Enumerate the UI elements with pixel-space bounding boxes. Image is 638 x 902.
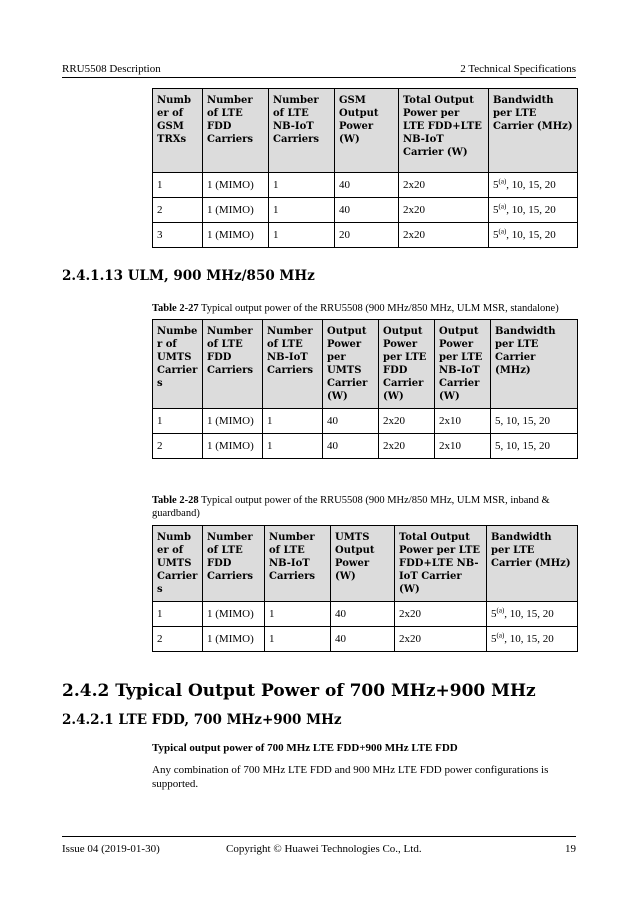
table-row <box>153 173 578 198</box>
section-heading-2-4-2: 2.4.2 Typical Output Power of 700 MHz+900 MHz <box>62 681 536 701</box>
table-cell: 40 <box>335 173 399 198</box>
table-cell: 1 (MIMO) <box>203 198 269 223</box>
table-cell: 2 <box>153 434 203 459</box>
table-cell: 1 <box>269 173 335 198</box>
table-cell: 40 <box>331 627 395 652</box>
col-header: Number of LTE NB-IoT Carriers <box>265 526 331 602</box>
table-row <box>153 409 578 434</box>
col-header: Bandwidth per LTE Carrier (MHz) <box>487 526 578 602</box>
col-header: Total Output Power per LTE FDD+LTE NB-IoT Carrier (W) <box>395 526 487 602</box>
table-caption: Table 2-27 Typical output power of the RRU5508 (900 MHz/850 MHz, ULM MSR, standalone) <box>152 303 559 314</box>
table-cell: 2x20 <box>395 602 487 627</box>
table-cell: 3 <box>153 223 203 248</box>
table-cell: 1 (MIMO) <box>203 409 263 434</box>
table-cell: 1 <box>269 223 335 248</box>
col-header: Number of LTE FDD Carriers <box>203 320 263 409</box>
col-header: Number of LTE FDD Carriers <box>203 526 265 602</box>
table-cell: 1 (MIMO) <box>203 627 265 652</box>
body-paragraph: Any combination of 700 MHz LTE FDD and 900 MHz LTE FDD power configurations is supported. <box>152 764 549 790</box>
col-header: GSM Output Power (W) <box>335 89 399 173</box>
col-header: Number of LTE FDD Carriers <box>203 89 269 173</box>
table-row <box>153 434 578 459</box>
col-header: Total Output Power per LTE FDD+LTE NB-IoT Carrier (W) <box>399 89 489 173</box>
table-header-row <box>153 526 578 602</box>
table-cell: 2x20 <box>399 173 489 198</box>
table-cell: 40 <box>323 434 379 459</box>
footer-issue: Issue 04 (2019-01-30) <box>62 843 160 855</box>
col-header: Bandwidth per LTE Carrier (MHz) <box>489 89 578 173</box>
footer-copyright: Copyright © Huawei Technologies Co., Ltd. <box>226 843 422 855</box>
table-cell: 5, 10, 15, 20 <box>491 434 578 459</box>
table-cell: 5, 10, 15, 20 <box>491 409 578 434</box>
section-heading-2-4-1-13: 2.4.1.13 ULM, 900 MHz/850 MHz <box>62 268 315 284</box>
header-doc-title: RRU5508 Description <box>62 63 161 75</box>
table-cell: 2x20 <box>379 409 435 434</box>
table-2-27 <box>152 319 578 459</box>
footer-page-number: 19 <box>565 843 576 855</box>
table-cell: 5$^{(a)}$, 10, 15, 20 <box>489 198 578 223</box>
table-cell: 2x20 <box>399 198 489 223</box>
table-cell: 40 <box>323 409 379 434</box>
footnote-marker: (a) <box>498 227 507 236</box>
page-header <box>62 63 576 78</box>
table-cell: 1 <box>153 602 203 627</box>
table-header-row <box>153 89 578 173</box>
footnote-marker: (a) <box>496 606 505 615</box>
table-cell: 2x20 <box>399 223 489 248</box>
col-header: Numb er of UMTS Carrier s <box>153 526 203 602</box>
footnote-marker: (a) <box>496 631 505 640</box>
table-row <box>153 602 578 627</box>
table-cell: 2x10 <box>435 409 491 434</box>
col-header: Output Power per LTE FDD Carrier (W) <box>379 320 435 409</box>
col-header: Number of LTE NB-IoT Carriers <box>269 89 335 173</box>
table-cell: 1 <box>263 409 323 434</box>
table-cell: 1 (MIMO) <box>203 434 263 459</box>
section-heading-2-4-2-1: 2.4.2.1 LTE FDD, 700 MHz+900 MHz <box>62 712 342 728</box>
table-cell: 1 <box>265 627 331 652</box>
table-cell: 2 <box>153 198 203 223</box>
table-cell: 2x20 <box>395 627 487 652</box>
table-cell: 40 <box>335 198 399 223</box>
table-cell: 2x20 <box>379 434 435 459</box>
table-gsm-lte-output-power <box>152 88 578 248</box>
table-cell: 1 <box>153 173 203 198</box>
table-cell: 5$^{(a)}$, 10, 15, 20 <box>489 223 578 248</box>
header-chapter: 2 Technical Specifications <box>460 63 576 75</box>
table-cell: 1 <box>269 198 335 223</box>
footnote-marker: (a) <box>498 177 507 186</box>
table-row <box>153 223 578 248</box>
table-cell: 1 (MIMO) <box>203 602 265 627</box>
col-header: Number of LTE NB-IoT Carriers <box>263 320 323 409</box>
table-cell: 2 <box>153 627 203 652</box>
table-row <box>153 627 578 652</box>
table-cell: 5$^{(a)}$, 10, 15, 20 <box>489 173 578 198</box>
table-row <box>153 198 578 223</box>
table-header-row <box>153 320 578 409</box>
col-header: Numb er of GSM TRXs <box>153 89 203 173</box>
table-2-28 <box>152 525 578 652</box>
table-cell: 40 <box>331 602 395 627</box>
col-header: UMTS Output Power (W) <box>331 526 395 602</box>
table-cell: 2x10 <box>435 434 491 459</box>
footnote-marker: (a) <box>498 202 507 211</box>
page-footer <box>62 836 576 859</box>
table-cell: 1 (MIMO) <box>203 173 269 198</box>
table-cell: 5$^{(a)}$, 10, 15, 20 <box>487 627 578 652</box>
col-header: Bandwidth per LTE Carrier (MHz) <box>491 320 578 409</box>
table-cell: 5$^{(a)}$, 10, 15, 20 <box>487 602 578 627</box>
col-header: Output Power per UMTS Carrier (W) <box>323 320 379 409</box>
table-caption: Table 2-28 Typical output power of the RRU5508 (900 MHz/850 MHz, ULM MSR, inband & guardband) <box>152 495 550 519</box>
bold-subheading: Typical output power of 700 MHz LTE FDD+900 MHz LTE FDD <box>152 742 458 754</box>
col-header: Output Power per LTE NB-IoT Carrier (W) <box>435 320 491 409</box>
table-cell: 20 <box>335 223 399 248</box>
table-cell: 1 (MIMO) <box>203 223 269 248</box>
table-cell: 1 <box>263 434 323 459</box>
table-cell: 1 <box>153 409 203 434</box>
col-header: Numbe r of UMTS Carrier s <box>153 320 203 409</box>
table-cell: 1 <box>265 602 331 627</box>
